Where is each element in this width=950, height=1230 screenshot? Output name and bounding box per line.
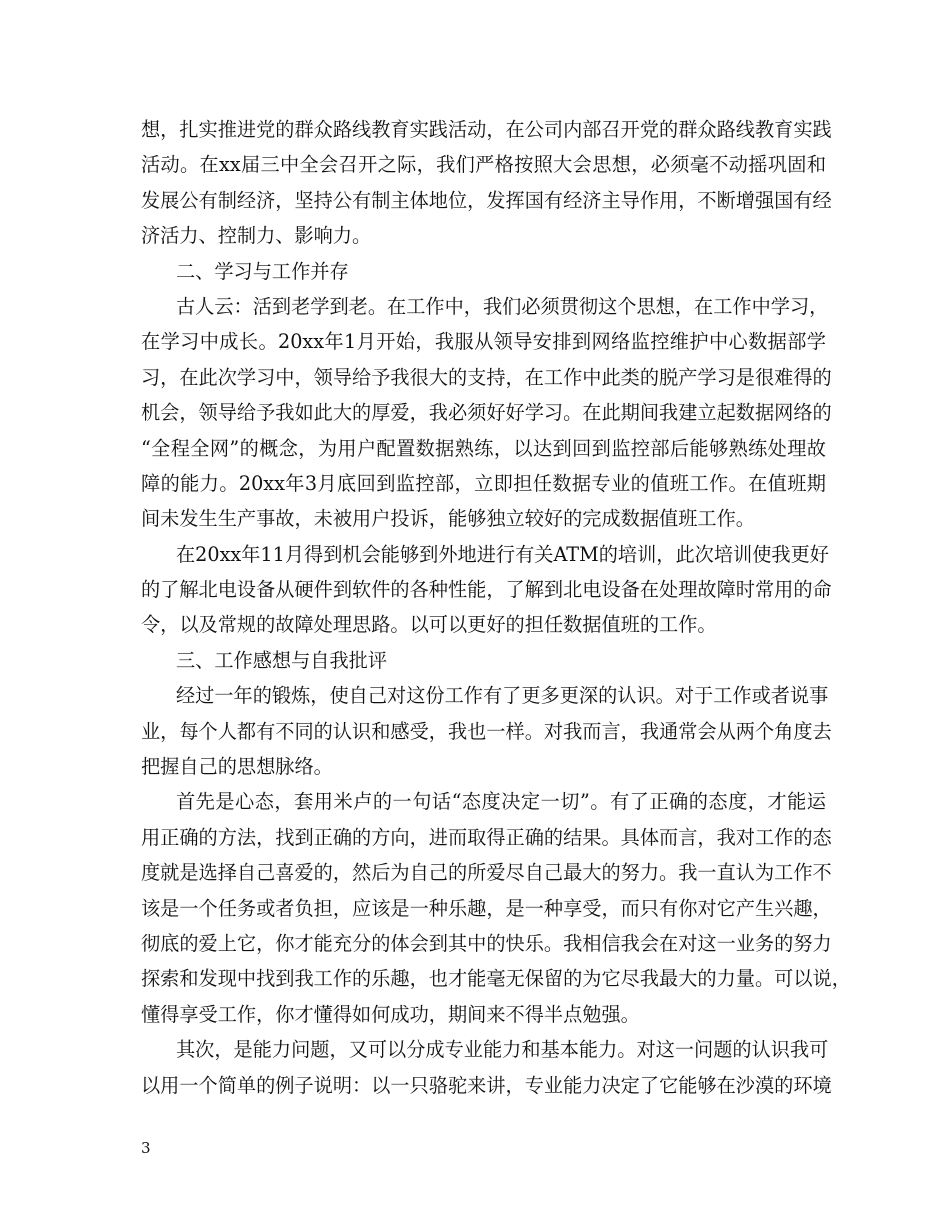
text-line: “全程全网”的概念，为用户配置数据熟练，以达到回到监控部后能够熟练处理故 xyxy=(141,436,826,460)
text-line: 经过一年的锻炼，使自己对这份工作有了更多更深的认识。对于工作或者说事 xyxy=(176,684,829,708)
text-line: 彻底的爱上它，你才能充分的体会到其中的快乐。我相信我会在对这一业务的努力 xyxy=(141,931,832,955)
text-line: 该是一个任务或者负担，应该是一种乐趣，是一种享受，而只有你对它产生兴趣， xyxy=(141,896,832,920)
text-line: 探索和发现中找到我工作的乐趣，也才能毫无保留的为它尽我最大的力量。可以说， xyxy=(141,967,851,991)
text-line: 古人云：活到老学到老。在工作中，我们必须贯彻这个思想，在工作中学习， xyxy=(176,294,829,318)
text-line: 三、工作感想与自我批评 xyxy=(176,648,388,672)
text-line: 把握自己的思想脉络。 xyxy=(141,755,333,779)
body-text xyxy=(141,112,851,1103)
text-line: 想，扎实推进党的群众路线教育实践活动，在公司内部召开党的群众路线教育实践 xyxy=(141,118,832,141)
text-line: 首先是心态，套用米卢的一句话“态度决定一切”。有了正确的态度，才能运 xyxy=(176,790,826,814)
text-line: 习，在此次学习中，领导给予我很大的支持，在工作中此类的脱产学习是很难得的 xyxy=(141,365,832,389)
text-line: 发展公有制经济，坚持公有制主体地位，发挥国有经济主导作用，不断增强国有经 xyxy=(141,188,832,212)
page-number: 3 xyxy=(141,1139,151,1157)
text-line: 其次，是能力问题，又可以分成专业能力和基本能力。对这一问题的认识我可 xyxy=(176,1038,829,1062)
text-line: 用正确的方法，找到正确的方向，进而取得正确的结果。具体而言，我对工作的态 xyxy=(141,825,832,849)
text-line: 在20xx年11月得到机会能够到外地进行有关ATM的培训，此次培训使我更好 xyxy=(176,542,829,566)
text-line: 以用一个简单的例子说明：以一只骆驼来讲，专业能力决定了它能够在沙漠的环境 xyxy=(141,1073,832,1097)
text-line: 二、学习与工作并存 xyxy=(176,259,349,283)
text-line: 业，每个人都有不同的认识和感受，我也一样。对我而言，我通常会从两个角度去 xyxy=(141,719,832,743)
text-line: 在学习中成长。20xx年1月开始，我服从领导安排到网络监控维护中心数据部学 xyxy=(141,330,826,354)
text-line: 令，以及常规的故障处理思路。以可以更好的担任数据值班的工作。 xyxy=(141,613,717,637)
text-line: 活动。在xx届三中全会召开之际，我们严格按照大会思想，必须毫不动摇巩固和 xyxy=(141,153,826,177)
text-line: 间未发生生产事故，未被用户投诉，能够独立较好的完成数据值班工作。 xyxy=(141,507,755,531)
text-line: 懂得享受工作，你才懂得如何成功，期间来不得半点勉强。 xyxy=(141,1002,640,1026)
text-line: 机会，领导给予我如此大的厚爱，我必须好好学习。在此期间我建立起数据网络的 xyxy=(141,401,832,425)
text-line: 济活力、控制力、影响力。 xyxy=(141,224,372,248)
text-line: 的了解北电设备从硬件到软件的各种性能，了解到北电设备在处理故障时常用的命 xyxy=(141,578,832,602)
text-line: 度就是选择自己喜爱的，然后为自己的所爱尽自己最大的努力。我一直认为工作不 xyxy=(141,861,832,885)
text-line: 障的能力。20xx年3月底回到监控部，立即担任数据专业的值班工作。在值班期 xyxy=(141,471,826,495)
